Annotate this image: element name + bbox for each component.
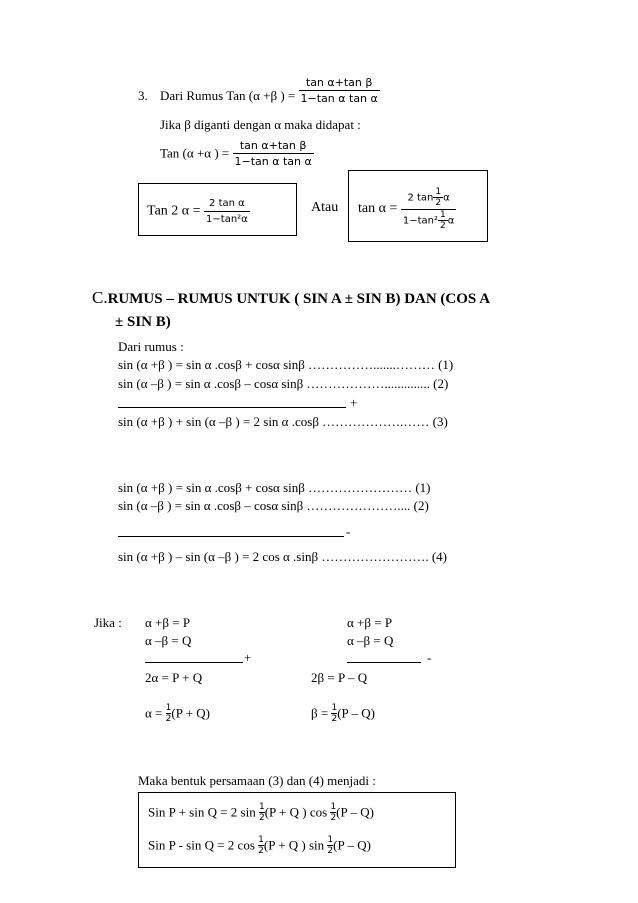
right-eq-1: α +β = P — [347, 615, 393, 630]
half-num: 1 — [330, 802, 337, 812]
fraction-numerator: tan α+tan β — [305, 75, 373, 89]
equation-1: sin (α +β ) = sin α .cosβ + cosα sinβ …………….......……… (1) — [118, 357, 454, 372]
formula-part: Sin P - sin Q = 2 cos — [148, 837, 255, 853]
equation-1-repeat: sin (α +β ) = sin α .cosβ + cosα sinβ …………………… (1) — [118, 480, 431, 495]
fraction-numerator — [401, 187, 456, 209]
heading-letter: C. — [92, 288, 108, 307]
equation-4: sin (α +β ) – sin (α –β ) = 2 cos α .sinβ ……………………. (4) — [118, 549, 448, 564]
tan-a-formula — [358, 187, 456, 231]
atau-label: Atau — [311, 200, 339, 215]
rumus-tan-label: Dari Rumus Tan (α +β ) = — [160, 88, 296, 103]
left-rule-line — [145, 662, 243, 663]
half-den: 2 — [439, 220, 446, 231]
tan-2a-label: Tan 2 α = — [147, 203, 201, 219]
plus-operator: + — [350, 395, 358, 410]
numerator-suffix: α — [443, 192, 450, 204]
denominator-prefix: 1−tan² — [402, 215, 438, 226]
fraction-denominator — [401, 209, 456, 232]
fraction-denominator: 1−tan²α — [204, 211, 250, 227]
equation-2: sin (α –β ) = sin α .cosβ – cosα sinβ ……………….............. (2) — [118, 376, 449, 391]
formula-part: (P – Q) — [333, 837, 371, 853]
tan-double-label: Tan (α +α ) = — [160, 145, 230, 161]
right-eq-2: α –β = Q — [347, 633, 394, 648]
right-minus-operator: - — [427, 650, 432, 665]
fraction-numerator: 2 tan α — [209, 198, 245, 209]
formula-part: Sin P + sin Q = 2 sin — [148, 804, 256, 820]
tan-a-fraction — [401, 187, 456, 231]
difference-rule-line — [118, 536, 344, 537]
half-den: 2 — [258, 813, 265, 823]
half-num: 1 — [439, 209, 446, 220]
half-den: 2 — [258, 846, 264, 856]
half-num: 1 — [258, 802, 265, 812]
half-den: 2 — [165, 714, 172, 724]
left-eq-2: α –β = Q — [145, 633, 192, 648]
formula-part: (P – Q) — [336, 804, 374, 820]
tan-2a-formula — [147, 196, 250, 227]
sin-sum-formula — [148, 802, 374, 823]
right-eq-3: 2β = P – Q — [311, 670, 368, 685]
half-den: 2 — [330, 813, 337, 823]
half-den: 2 — [331, 714, 338, 724]
jika-label: Jika : — [94, 615, 122, 630]
half-fraction — [438, 210, 448, 231]
tan-double-fraction — [233, 138, 314, 169]
denominator-suffix: α — [447, 215, 455, 226]
dari-rumus-label: Dari rumus : — [118, 339, 184, 354]
left-plus-operator: + — [244, 650, 252, 665]
half-num: 1 — [258, 835, 264, 845]
substitution-sentence: Jika β diganti dengan α maka didapat : — [160, 117, 361, 132]
half-fraction — [433, 187, 443, 208]
formula-part: (P + Q ) sin — [263, 837, 325, 853]
half-den: 2 — [327, 846, 334, 856]
conclusion-intro: Maka bentuk persamaan (3) dan (4) menjadi : — [138, 773, 376, 788]
tan-2a-fraction — [204, 196, 250, 227]
section-heading-c — [92, 288, 490, 308]
tan-sum-fraction — [299, 75, 380, 106]
equation-2-repeat: sin (α –β ) = sin α .cosβ – cosα sinβ ………………….... (2) — [118, 498, 429, 513]
tan-a-formula-box — [348, 170, 488, 242]
left-eq-3: 2α = P + Q — [145, 670, 203, 685]
minus-operator: - — [346, 524, 351, 539]
heading-line-1: RUMUS – RUMUS UNTUK ( SIN A ± SIN B) DAN (COS A — [107, 291, 491, 307]
sum-rule-line — [118, 407, 346, 408]
half-num: 1 — [165, 703, 172, 713]
half-num: 1 — [331, 703, 338, 713]
rumus-tan-line — [160, 75, 380, 106]
half-num: 1 — [435, 187, 442, 197]
alpha-result-suffix: (P + Q) — [171, 705, 211, 721]
beta-result — [311, 703, 375, 724]
formula-part: (P + Q ) cos — [264, 804, 328, 820]
half-den: 2 — [435, 198, 442, 208]
alpha-result-prefix: α = — [145, 705, 163, 721]
tan-a-label: tan α = — [358, 201, 398, 216]
half-num: 1 — [327, 835, 334, 845]
numerator-prefix: 2 tan — [407, 192, 434, 204]
heading-line-2: ± SIN B) — [115, 314, 171, 330]
fraction-denominator: 1−tan α tan α — [234, 155, 312, 168]
sin-diff-formula — [148, 835, 371, 856]
sum-to-product-box — [138, 792, 456, 868]
beta-result-prefix: β = — [311, 705, 329, 721]
tan-2a-formula-box — [138, 183, 297, 236]
alpha-result — [145, 703, 210, 724]
beta-result-suffix: (P – Q) — [337, 705, 375, 721]
item-number: 3. — [138, 88, 148, 103]
right-rule-line — [347, 662, 421, 663]
fraction-denominator: 1−tan α tan α — [300, 91, 378, 105]
tan-double-line — [160, 138, 314, 169]
fraction-numerator: tan α+tan β — [239, 139, 307, 152]
left-eq-1: α +β = P — [145, 615, 191, 630]
equation-3: sin (α +β ) + sin (α –β ) = 2 sin α .cosβ ……………….…… (3) — [118, 414, 448, 429]
